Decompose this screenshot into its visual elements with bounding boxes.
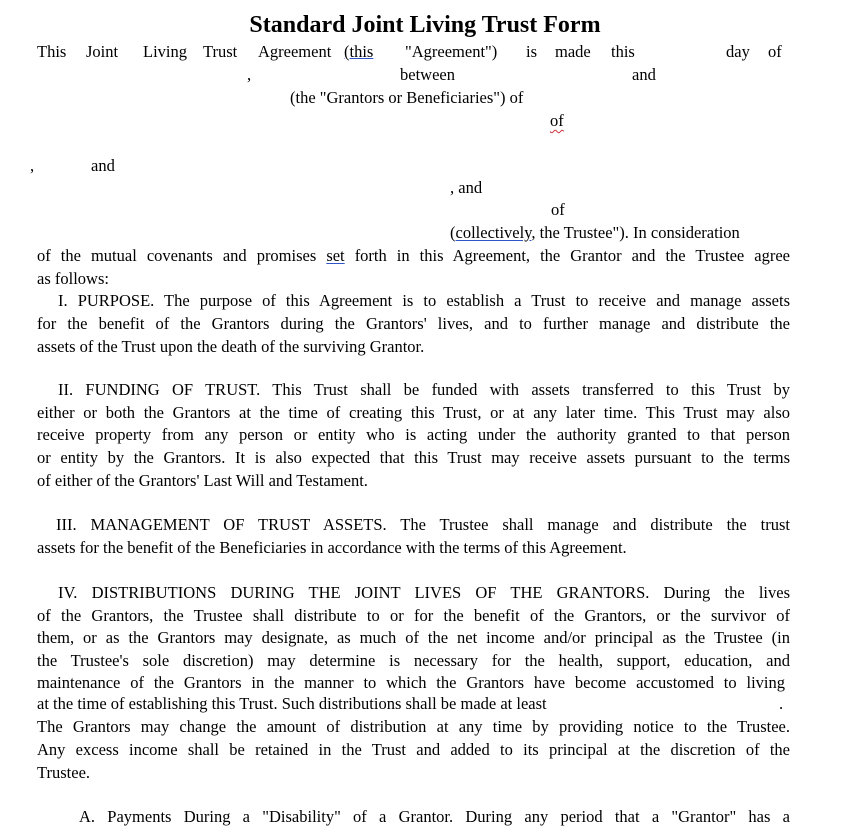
paren: (	[450, 223, 456, 242]
section-4-line: maintenance of the Grantors in the manner to which the Grantors have become accustomed to living	[37, 673, 785, 692]
section-4-line: at the time of establishing this Trust. Such distributions shall be made at least	[37, 694, 547, 713]
comma: ,	[247, 65, 252, 84]
word: is	[526, 42, 538, 61]
section-2-line: receive property from any person or entity who is acting under the authority granted to that person	[37, 425, 790, 444]
section-1-line: for the benefit of the Grantors during the Grantors' lives, and to further manage and distribute the	[37, 314, 790, 333]
section-4-line: IV. DISTRIBUTIONS DURING THE JOINT LIVES OF THE GRANTORS. During the lives	[58, 583, 790, 602]
word: Trust	[203, 42, 238, 61]
section-2-line: or entity by the Grantors. It is also expected that this Trust may receive assets pursuant to the terms	[37, 448, 790, 467]
text: , the Trustee"). In consideration	[531, 223, 740, 242]
word: collectively	[455, 223, 532, 242]
section-3-line: assets for the benefit of the Beneficiaries in accordance with the terms of this Agreement.	[37, 538, 627, 557]
word: Living	[143, 42, 187, 61]
section-3-line: III. MANAGEMENT OF TRUST ASSETS. The Trustee shall manage and distribute the trust	[56, 515, 790, 534]
section-4-line: them, or as the Grantors may designate, as much of the net income and/or principal as the Trustee (in	[37, 628, 790, 647]
word: This	[37, 42, 67, 61]
section-4-line: Trustee.	[37, 763, 91, 782]
word: made	[555, 42, 591, 61]
comma: ,	[30, 156, 35, 175]
word: and	[91, 156, 115, 175]
section-4a-line: A. Payments During a "Disability" of a Grantor. During any period that a "Grantor" has a	[79, 807, 790, 826]
text: of the mutual covenants and promises	[37, 246, 327, 265]
section-4-line: the Trustee's sole discretion) may determine is necessary for the health, support, education, and	[37, 651, 790, 670]
section-1-line: I. PURPOSE. The purpose of this Agreement is to establish a Trust to receive and manage assets	[58, 291, 790, 310]
text: forth in this Agreement, the Grantor and the Trustee agree	[344, 246, 791, 265]
section-4-line: The Grantors may change the amount of distribution at any time by providing notice to the Trustee.	[37, 717, 790, 736]
word: , and	[450, 178, 483, 197]
period: .	[779, 694, 784, 713]
section-4-line: Any excess income shall be retained in the Trust and added to its principal at the discretion of the	[37, 740, 790, 759]
trustee-line	[450, 223, 740, 243]
grantors-line: (the "Grantors or Beneficiaries") of	[290, 88, 524, 107]
section-2-line: either or both the Grantors at the time of creating this Trust, or at any later time. This Trust may also	[37, 403, 790, 422]
word: this	[611, 42, 635, 61]
word: (this	[344, 42, 374, 61]
consideration-line	[37, 246, 790, 266]
section-2-line: II. FUNDING OF TRUST. This Trust shall be funded with assets transferred to this Trust by	[58, 380, 790, 399]
word: of	[550, 111, 564, 130]
word: Joint	[86, 42, 119, 61]
word: "Agreement")	[405, 42, 498, 61]
word: Agreement	[258, 42, 332, 61]
word: and	[632, 65, 656, 84]
word: day	[726, 42, 750, 61]
document-title: Standard Joint Living Trust Form	[249, 12, 601, 38]
section-2-line: of either of the Grantors' Last Will and Testament.	[37, 471, 368, 490]
text-line: as follows:	[37, 269, 109, 288]
section-1-line: assets of the Trust upon the death of the surviving Grantor.	[37, 337, 425, 356]
word: of	[768, 42, 782, 61]
word: of	[551, 200, 565, 219]
word: set	[326, 246, 345, 265]
word: between	[400, 65, 455, 84]
section-4-line: of the Grantors, the Trustee shall distribute to or for the benefit of the Grantors, or the survivor of	[37, 606, 790, 625]
